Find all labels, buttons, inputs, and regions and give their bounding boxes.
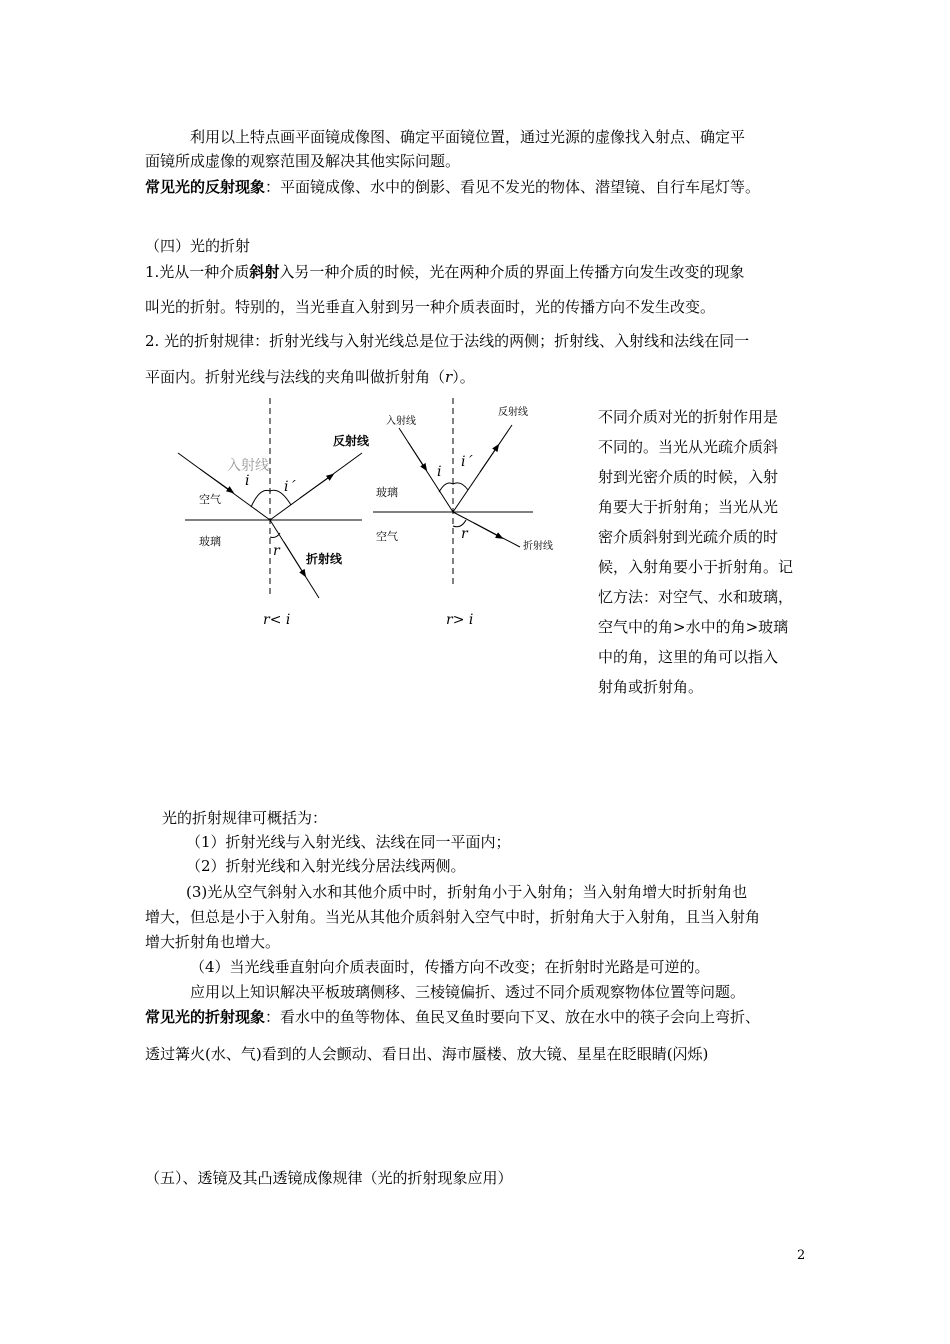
law-line2-end: ）。	[452, 368, 475, 386]
reflection-common-text: ：平面镜成像、水中的倒影、看见不发光的物体、潜望镜、自行车尾灯等。	[265, 178, 761, 196]
right-reflected-arrow	[480, 447, 497, 472]
summary-item4: （4）当光线垂直射向介质表面时，传播方向不改变；在折射时光路是可逆的。	[190, 958, 710, 976]
section5-title: （五）、透镜及其凸透镜成像规律（光的折射现象应用）	[145, 1169, 513, 1187]
right-refracted-arrow	[474, 523, 500, 537]
summary-item2: （2）折射光线和入射光线分居法线两侧。	[186, 857, 466, 875]
left-angle-i: i	[245, 473, 250, 489]
summary-item1: （1）折射光线与入射光线、法线在同一平面内；	[186, 833, 511, 851]
left-incident-label: 入射线	[227, 458, 269, 474]
side-line: 不同介质对光的折射作用是	[598, 408, 779, 426]
left-angle-i-prime: i´	[284, 479, 296, 495]
left-medium-bottom: 玻璃	[199, 535, 221, 548]
left-caption: r< i	[263, 612, 291, 628]
left-medium-top: 空气	[199, 493, 221, 506]
side-line: 空气中的角>水中的角>玻璃	[598, 618, 789, 636]
side-line: 忆方法：对空气、水和玻璃，	[598, 588, 794, 606]
left-refracted-arrow	[284, 542, 304, 574]
para1-line1: 利用以上特点画平面镜成像图、确定平面镜位置，通过光源的虚像找入射点、确定平	[190, 128, 746, 146]
summary-intro: 光的折射规律可概括为：	[162, 809, 328, 827]
right-caption: r> i	[446, 612, 474, 628]
side-line: 角要大于折射角；当光从光	[598, 498, 779, 516]
side-line: 射角或折射角。	[598, 678, 704, 696]
definition-line2: 叫光的折射。特别的，当光垂直入射到另一种介质表面时，光的传播方向不发生改变。	[145, 298, 716, 316]
summary-item3-line3: 增大折射角也增大。	[145, 933, 281, 951]
summary-item3-line2: 增大，但总是小于入射角。当光从其他介质斜射入空气中时，折射角大于入射角，且当入射角	[145, 908, 761, 926]
summary-item3-line1: (3)光从空气斜射入水和其他介质中时，折射角小于入射角；当入射角增大时折射角也	[186, 883, 748, 901]
definition-part-a: 1.光从一种介质	[145, 263, 250, 281]
refraction-common-text: ：看水中的鱼等物体、鱼民叉鱼时要向下叉、放在水中的筷子会向上弯折、	[265, 1008, 761, 1026]
refraction-common-line	[145, 1007, 760, 1027]
left-reflected-arrow	[300, 476, 331, 498]
law-line2-variable: r	[445, 368, 453, 386]
right-incident-label: 入射线	[386, 416, 416, 427]
right-angle-r: r	[461, 526, 468, 542]
right-refracted-label: 折射线	[523, 541, 553, 552]
right-incident-ray	[399, 428, 453, 512]
left-refracted-label: 折射线	[306, 552, 343, 566]
definition-part-b: 入另一种介质的时候，光在两种介质的界面上传播方向发生改变的现象	[279, 263, 745, 281]
refraction-common-line2: 透过篝火(水、气)看到的人会颤动、看日出、海市蜃楼、放大镜、星星在眨眼睛(闪烁)	[145, 1045, 709, 1063]
reflection-common-label: 常见光的反射现象	[145, 178, 266, 196]
right-medium-top: 玻璃	[376, 486, 398, 499]
refraction-common-label: 常见光的折射现象	[145, 1008, 266, 1026]
right-medium-bottom: 空气	[376, 530, 398, 543]
definition-bold: 斜射	[249, 263, 280, 281]
left-reflected-label: 反射线	[333, 434, 370, 448]
side-explanation	[598, 402, 810, 702]
law-line1: 2. 光的折射规律：折射光线与入射光线总是位于法线的两侧；折射线、入射线和法线在同一	[145, 332, 750, 350]
law-line2-text: 平面内。折射光线与法线的夹角叫做折射角（	[145, 368, 446, 386]
figure-left	[178, 398, 370, 628]
left-angle-r: r	[273, 543, 280, 559]
side-line: 不同的。当光从光疏介质斜	[598, 438, 779, 456]
side-line: 密介质斜射到光疏介质的时	[598, 528, 779, 546]
right-incident-arrow	[408, 442, 425, 468]
summary-apply: 应用以上知识解决平板玻璃侧移、三棱镜偏折、透过不同介质观察物体位置等问题。	[190, 983, 746, 1001]
section4-title: （四）光的折射	[145, 237, 251, 255]
side-line: 射到光密介质的时候，入射	[598, 468, 779, 486]
right-angle-i-prime: i´	[461, 454, 473, 470]
para1-line2: 面镜所成虚像的观察范围及解决其他实际问题。	[145, 152, 461, 170]
right-reflected-label: 反射线	[498, 407, 528, 418]
figure-right	[373, 398, 553, 628]
page-number: 2	[797, 1248, 806, 1263]
side-line: 候，入射角要小于折射角。记	[598, 558, 794, 576]
right-angle-i: i	[437, 464, 442, 480]
side-line: 中的角，这里的角可以指入	[598, 648, 779, 666]
